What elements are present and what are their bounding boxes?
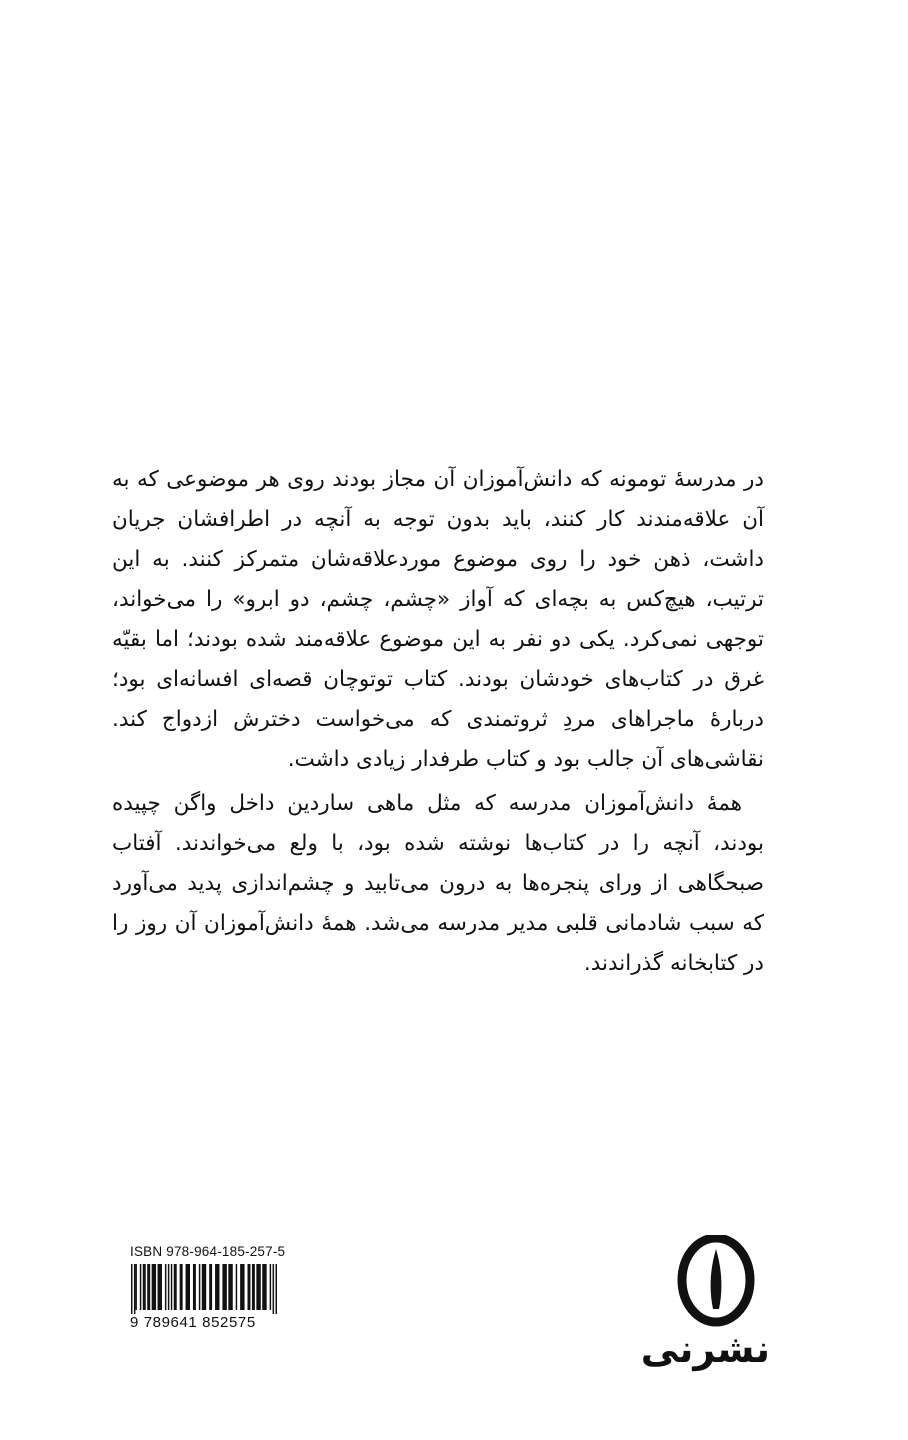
barcode-bar [168, 1264, 169, 1310]
barcode-bar [248, 1264, 251, 1310]
barcode-bar [131, 1264, 132, 1314]
publisher-name: نشرنی [640, 1327, 770, 1371]
barcode-bar [252, 1264, 255, 1310]
barcode-bar [143, 1264, 146, 1310]
barcode-bar [228, 1264, 232, 1310]
barcode-bar [147, 1264, 150, 1310]
barcode-bar [152, 1264, 156, 1310]
barcode-bars [130, 1264, 278, 1314]
barcode-bar [158, 1264, 162, 1310]
barcode-bar [262, 1264, 266, 1310]
barcode-bar [193, 1264, 196, 1310]
barcode-bar [135, 1264, 136, 1310]
barcode-digits: 9 789641 852575 [130, 1314, 256, 1331]
isbn-barcode [130, 1244, 286, 1344]
publisher-logo [640, 1235, 770, 1385]
barcode-bar [180, 1264, 183, 1310]
blurb-paragraph-2: همهٔ دانش‌آموزان مدرسه که مثل ماهی ساردین داخل واگن چپیده بودند، آنچه را در کتاب‌ها نوشته شده بود، با ولع می‌خواندند. آفتاب صبحگاهی از ورای پنجره‌ها به درون می‌تابید و چشم‌اندازی پدید می‌آورد که سبب شادمانی قلبی مدیر مدرسه می‌شد. همهٔ دانش‌آموزان آن روز را در کتابخانه گذراندند. [112, 791, 764, 976]
barcode-bar [222, 1264, 226, 1310]
blurb-paragraph-1: در مدرسهٔ تومونه که دانش‌آموزان آن مجاز بودند روی هر موضوعی که به آن علاقه‌مندند کار کنند، باید بدون توجه به آنچه در اطرافشان جریان داشت، ذهن خود را روی موضوع موردعلاقه‌شان متمرکز کنند. به این ترتیب، هیچ‌کس به بچه‌ای که آواز «چشم، چشم، دو ابرو» را می‌خواند، توجهی نمی‌کرد. یکی دو نفر به این موضوع علاقه‌مند شده بودند؛ اما بقیّه غرق در کتاب‌های خودشان بودند. کتاب توتوچان قصه‌ای افسانه‌ای بود؛ دربارهٔ ماجراهای مردِ ثروتمندی که می‌خواست دخترش ازدواج کند. نقاشی‌های آن جالب بود و کتاب طرفدار زیادی داشت. [112, 467, 764, 772]
barcode-bar [140, 1264, 141, 1310]
barcode-bar [209, 1264, 212, 1310]
barcode-bar [276, 1264, 277, 1314]
barcode-bar [270, 1264, 271, 1310]
barcode-bar [134, 1264, 135, 1314]
barcode-bar [186, 1264, 190, 1310]
barcode-bar [236, 1264, 237, 1310]
barcode-bar [273, 1264, 274, 1314]
barcode-bar [256, 1264, 260, 1310]
publisher-reed-logo-icon [662, 1235, 770, 1327]
blurb-text [112, 460, 764, 988]
barcode-bar [199, 1264, 200, 1310]
barcode-bar [171, 1264, 172, 1310]
isbn-label: ISBN 978-964-185-257-5 [130, 1244, 286, 1259]
barcode-bar [202, 1264, 206, 1310]
barcode-bar [165, 1264, 166, 1310]
barcode-bar [240, 1264, 244, 1310]
barcode-bar [174, 1264, 177, 1310]
barcode-bar [215, 1264, 219, 1310]
